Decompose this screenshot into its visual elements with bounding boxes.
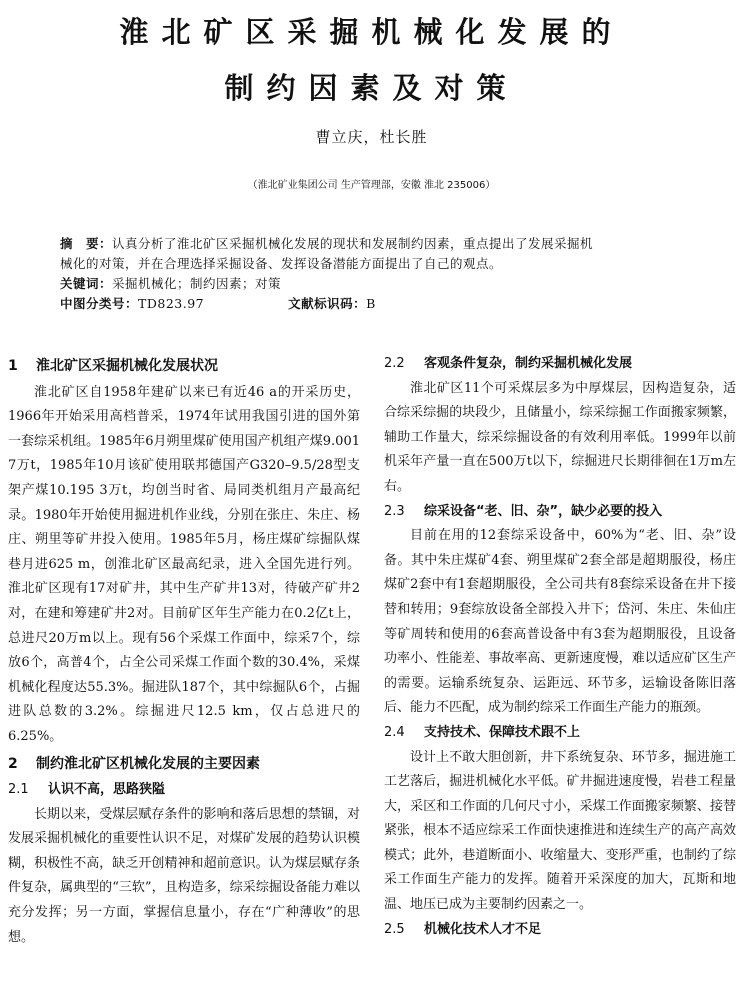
- section-2-3-heading: [384, 500, 736, 525]
- section-2-heading: [8, 752, 360, 777]
- doc-code-label: 文献标识码：: [288, 296, 367, 311]
- section-2-number: 2: [8, 755, 18, 772]
- clc-label: 中图分类号：: [60, 296, 139, 311]
- clc-code: TD823.97: [138, 296, 205, 311]
- section-2-3-number: 2.3: [384, 503, 405, 519]
- right-column: [384, 352, 736, 942]
- section-2-3-paragraph: 目前在用的12套综采设备中，60%为“老、旧、杂”设备。其中朱庄煤矿4套、朔里煤矿2套全部是超期服役，杨庄煤矿2套中有1套超期服役，全公司共有8套综采设备在井下接替和转用；9套综放设备全部投入井下；岱河、朱庄、朱仙庄等矿周转和使用的6套高普设备中有3套为超期服役，且设备功率小、性能差、事故率高、更新速度慢，难以适应矿区生产的需要。运输系统复杂、运距远、环节多，运输设备陈旧落后、能力不匹配，成为制约综采工作面生产能力的瓶颈。: [384, 528, 736, 716]
- keywords: 采掘机械化；制约因素；对策: [112, 276, 282, 291]
- section-2-2-heading: [384, 352, 736, 377]
- section-2-4-heading: [384, 721, 736, 746]
- paper-title-line-2: 制约因素及对策: [224, 71, 519, 105]
- abstract-text-1: 认真分析了淮北矿区采掘机械化发展的现状和发展制约因素，重点提出了发展采掘机: [112, 236, 594, 251]
- section-2-2-paragraph: 淮北矿区11个可采煤层多为中厚煤层，因构造复杂，适合综采综掘的块段少，且储量小，综采综掘工作面搬家频繁，辅助工作量大，综采综掘设备的有效利用率低。1999年以前机采年产量一直在500万t以下，综掘进尺长期徘徊在1万m左右。: [384, 380, 736, 494]
- section-2-5-number: 2.5: [384, 921, 405, 937]
- section-2-1-heading: [8, 778, 360, 803]
- section-2-2-number: 2.2: [384, 356, 405, 371]
- abstract-line-1: [60, 234, 720, 254]
- section-2-1-title: 认识不高，思路狭隘: [48, 782, 166, 798]
- section-2-4-paragraph: 设计上不敢大胆创新，井下系统复杂、环节多，掘进施工工艺落后，掘进机械化水平低。矿井掘进速度慢，岩巷工程量大，采区和工作面的几何尺寸小，采煤工作面搬家频繁、接替紧张，根本不适应综采工作面快速推进和连续生产的高产高效模式；此外，巷道断面小、收缩量大、变形严重，也制约了综采工作面生产能力的发挥。随着开采深度的加大，瓦斯和地温、地压已成为主要制约因素之一。: [384, 749, 736, 913]
- abstract-line-2: [60, 254, 720, 274]
- abstract-label: 摘 要：: [60, 236, 113, 251]
- keywords-label: 关键词：: [60, 276, 113, 291]
- section-1-number: 1: [8, 358, 18, 374]
- classification-line: [60, 294, 720, 314]
- section-2-5-title: 机械化技术人才不足: [424, 921, 542, 937]
- section-1-heading: [8, 354, 360, 379]
- paper-title-line-1: 淮北矿区采掘机械化发展的: [119, 15, 624, 49]
- section-2-5-heading: [384, 918, 736, 943]
- section-2-1-number: 2.1: [8, 782, 29, 798]
- section-1-title: 淮北矿区采掘机械化发展状况: [36, 358, 218, 374]
- section-2-4-number: 2.4: [384, 724, 405, 740]
- affiliation: （淮北矿业集团公司 生产管理部，安徽 淮北 235006）: [247, 180, 496, 191]
- section-2-2-title: 客观条件复杂，制约采掘机械化发展: [424, 356, 633, 371]
- keywords-line: [60, 274, 720, 294]
- section-2-1-paragraph: 长期以来，受煤层赋存条件的影响和落后思想的禁锢，对发展采掘机械化的重要性认识不足，对煤矿发展的趋势认识模糊，积极性不高，缺乏开创精神和超前意识。认为煤层赋存条件复杂，属典型的“三软”，且构造多，综采综掘设备能力难以充分发挥；另一方面，掌握信息量小，存在“广种薄收”的思想。: [8, 806, 360, 945]
- section-2-4-title: 支持技术、保障技术跟不上: [424, 724, 581, 740]
- abstract-block: [60, 234, 720, 314]
- section-2-3-title: 综采设备“老、旧、杂”，缺少必要的投入: [424, 503, 663, 519]
- section-2-title: 制约淮北矿区机械化发展的主要因素: [36, 755, 260, 772]
- abstract-text-2: 械化的对策，并在合理选择采掘设备、发挥设备潜能方面提出了自己的观点。: [60, 256, 503, 271]
- authors: 曹立庆，杜长胜: [315, 128, 428, 146]
- section-1-paragraph: 淮北矿区自1958年建矿以来已有近46 a的开采历史，1966年开始采用高档普采，1974年试用我国引进的国外第一套综采机组。1985年6月朔里煤矿使用国产机组产煤9.001 7万t，1985年10月该矿使用联邦德国产G320–9.5/28型支架产煤10.195 3万t，均创当时省、局同类机组月产最高纪录。1980年开始使用掘进机作业线，分别在张庄、朱庄、杨庄、朔里等矿井投入使用。1985年5月，杨庄煤矿综掘队煤巷月进625 m，创淮北矿区最高纪录，进入全国先进行列。淮北矿区现有17对矿井，其中生产矿井13对，待破产矿井2对，在建和筹建矿井2对。目前矿区年生产能力在0.2亿t上，总进尺20万m以上。现有56个采煤工作面中，综采7个，综放6个，高普4个，占全公司采煤工作面个数的30.4%，采煤机械化程度达55.3%。掘进队187个，其中综掘队6个，占掘进队总数的3.2%。综掘进尺12.5 km，仅占总进尺的6.25%。: [8, 384, 360, 744]
- doc-code: B: [366, 296, 376, 311]
- left-column: [8, 352, 360, 950]
